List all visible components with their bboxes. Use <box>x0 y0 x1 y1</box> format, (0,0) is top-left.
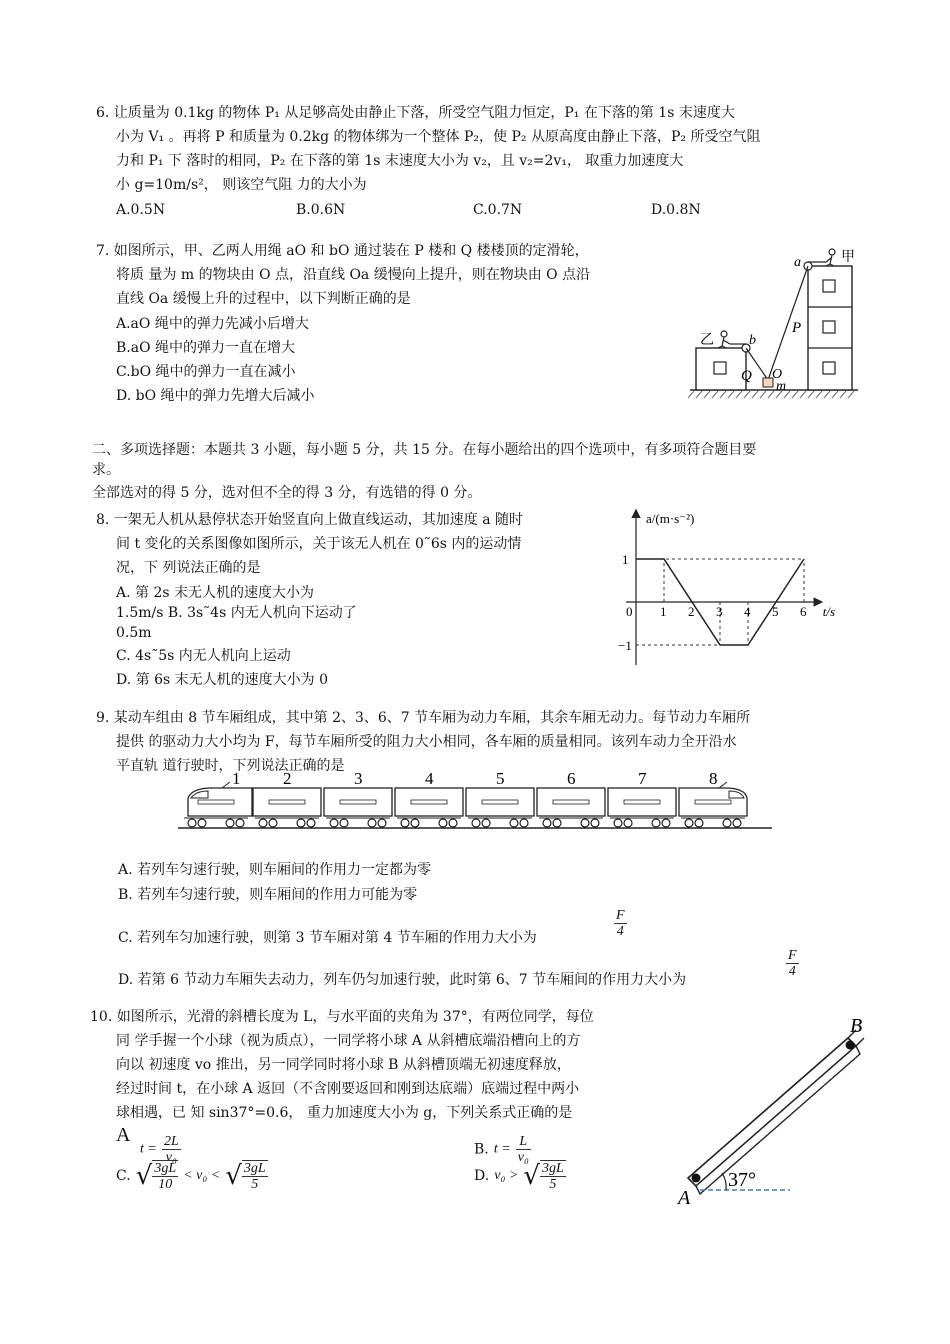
opt-b-num: L <box>516 1134 531 1150</box>
car-number-7: 7 <box>638 769 647 788</box>
opt-d-lhs: v₀ > <box>494 1168 519 1183</box>
label-p: P <box>792 320 802 336</box>
frac-num: F <box>616 908 625 923</box>
q7-option-c: C.bO 绳中的弹力一直在减小 <box>116 364 296 380</box>
q9-option-d-fraction <box>786 948 799 979</box>
q8-line-2: 间 t 变化的关系图像如图所示，关于该无人机在 0˜6s 内的运动情 <box>116 536 522 552</box>
train-car-3 <box>324 788 392 827</box>
q10-option-a-letter: A <box>116 1124 131 1146</box>
opt-d-den: 5 <box>549 1177 557 1192</box>
q9-option-a: A. 若列车匀速行驶，则车厢间的作用力一定都为零 <box>118 862 432 878</box>
x-tick-2: 2 <box>688 604 695 619</box>
q8-option-a: A. 第 2s 末无人机的速度大小为 <box>116 585 315 601</box>
person-yi-icon <box>718 331 730 348</box>
label-b: B <box>850 1015 863 1037</box>
q9-option-c-fraction <box>614 908 627 939</box>
opt-c-num-2: 3gL <box>243 1161 266 1176</box>
q7-option-a: A.aO 绳中的弹力先减小后增大 <box>116 316 309 332</box>
q6-option-b: B.0.6N <box>296 202 346 218</box>
ball-b <box>846 1041 855 1050</box>
q7-line-1: 7. 如图所示，甲、乙两人用绳 aO 和 bO 通过装在 P 楼和 Q 楼楼顶的定滑轮， <box>96 243 589 259</box>
q10-option-c <box>116 1160 268 1192</box>
train-car-4 <box>395 788 463 827</box>
q6-line-1: 6. 让质量为 0.1kg 的物体 P₁ 从足够高处由静止下落，所受空气阻力恒定，P₁ 在下落的第 1s 末速度大 <box>96 105 735 121</box>
q9-line-2: 提供 的驱动力大小均为 F，每节车厢所受的阻力大小相同，各车厢的质量相同。该列车动力全开沿水 <box>116 734 737 750</box>
sqrt-icon: √ <box>225 1161 242 1191</box>
label-jia: 甲 <box>841 250 855 265</box>
q8-option-a-b: 1.5m/s B. 3s˜4s 内无人机向下运动了 <box>116 605 357 621</box>
incline-trough-side <box>696 1046 860 1194</box>
q8-option-c: C. 4s˜5s 内无人机向上运动 <box>116 648 291 664</box>
q7-option-b: B.aO 绳中的弹力一直在增大 <box>116 340 296 356</box>
section-2-line-2: 求。 <box>92 462 120 478</box>
incline-trough <box>688 1038 856 1186</box>
opt-c-label: C. <box>116 1168 131 1184</box>
car-number-2: 2 <box>283 769 292 788</box>
x-tick-0: 0 <box>626 604 633 619</box>
q6-line-4: 小 g=10m/s²， 则该空气阻 力的大小为 <box>116 177 367 193</box>
label-o: O <box>772 367 783 382</box>
section-2-line-3: 全部选对的得 5 分，选对但不全的得 3 分，有选错的得 0 分。 <box>92 485 482 501</box>
q8-acceleration-chart <box>616 505 866 670</box>
q9-line-3: 平直轨 道行驶时，下列说法正确的是 <box>116 758 345 774</box>
opt-d-num: 3gL <box>541 1161 564 1176</box>
label-m: m <box>776 379 787 394</box>
y-tick-1: 1 <box>622 552 629 567</box>
sqrt-icon: √ <box>135 1161 153 1191</box>
car-number-5: 5 <box>496 769 505 788</box>
q10-line-5: 球相遇，已 知 sin37°=0.6， 重力加速度大小为 g，下列关系式正确的是 <box>116 1105 573 1121</box>
q9-option-c: C. 若列车匀加速行驶，则第 3 节车厢对第 4 节车厢的作用力大小为 <box>118 930 537 946</box>
label-angle: 37° <box>728 1169 756 1191</box>
car-number-3: 3 <box>354 769 363 788</box>
train-car-7 <box>608 788 676 827</box>
ball-a <box>692 1174 701 1183</box>
q9-train-figure <box>176 768 776 834</box>
frac-den: 4 <box>616 924 624 939</box>
opt-c-mid: < v₀ < <box>183 1168 221 1183</box>
x-tick-6: 6 <box>800 604 807 619</box>
opt-c-den-2: 5 <box>251 1177 259 1192</box>
opt-d-label: D. <box>474 1168 490 1184</box>
car-number-8: 8 <box>709 769 718 788</box>
y-tick-neg-1: −1 <box>618 638 632 653</box>
opt-c-frac-2 <box>242 1160 268 1192</box>
frac-den: 4 <box>788 964 796 979</box>
q7-pulley-figure <box>686 240 866 408</box>
q8-option-b-cont: 0.5m <box>116 625 152 641</box>
q9-line-1: 9. 某动车组由 8 节车厢组成，其中第 2、3、6、7 节车厢为动力车厢，其余车厢无动力。每节动力车厢所 <box>96 710 751 726</box>
q9-option-b: B. 若列车匀速行驶，则车厢间的作用力可能为零 <box>118 887 418 903</box>
train-car-5 <box>466 788 534 827</box>
train-car-8 <box>679 782 747 827</box>
opt-a-num: 2L <box>163 1134 179 1149</box>
q10-line-1: 10. 如图所示，光滑的斜槽长度为 L，与水平面的夹角为 37°，有两位同学，每位 <box>90 1009 594 1025</box>
q6-option-c: C.0.7N <box>473 202 523 218</box>
angle-arc <box>722 1173 726 1190</box>
train-car-1 <box>184 782 252 827</box>
building-p-window-1 <box>823 280 835 292</box>
sqrt-icon: √ <box>523 1161 540 1191</box>
y-axis-label: a/(m·s⁻²) <box>646 511 695 526</box>
x-tick-5: 5 <box>772 604 779 619</box>
person-jia-icon <box>826 249 835 266</box>
section-2-line-1: 二、多项选择题：本题共 3 小题，每小题 5 分，共 15 分。在每小题给出的四个选项中，有多项符合题目要 <box>92 442 757 458</box>
opt-c-frac-1 <box>152 1160 178 1192</box>
label-a: A <box>678 1187 691 1209</box>
opt-a-lhs: t = <box>140 1141 157 1157</box>
q8-option-d: D. 第 6s 末无人机的速度大小为 0 <box>116 672 328 688</box>
q6-option-a: A.0.5N <box>116 202 166 218</box>
rope-ao <box>768 266 808 380</box>
car-number-1: 1 <box>232 769 241 788</box>
q10-line-4: 经过时间 t，在小球 A 返回（不含刚要返回和刚到达底端）底端过程中两小 <box>116 1081 580 1097</box>
label-b: b <box>749 333 756 348</box>
q7-line-3: 直线 Oa 缓慢上升的过程中，以下判断正确的是 <box>116 291 411 307</box>
q8-line-3: 况，下 列说法正确的是 <box>116 560 261 576</box>
q6-option-d: D.0.8N <box>651 202 701 218</box>
opt-c-num-1: 3gL <box>154 1161 177 1176</box>
opt-c-den-1: 10 <box>158 1177 173 1192</box>
label-a: a <box>794 255 801 270</box>
q10-line-3: 向以 初速度 vo 推出，另一同学同时将小球 B 从斜槽顶端无初速度释放， <box>116 1057 571 1073</box>
x-tick-4: 4 <box>744 604 751 619</box>
building-p-window-2 <box>823 321 835 333</box>
building-q-window <box>714 362 726 374</box>
q7-option-d: D. bO 绳中的弹力先增大后减小 <box>116 388 315 404</box>
building-p-window-3 <box>823 362 835 374</box>
q10-line-2: 同 学手握一个小球（视为质点），一同学将小球 A 从斜槽底端沿槽向上的方 <box>116 1033 581 1049</box>
opt-b-lhs: t = <box>493 1141 511 1157</box>
q8-line-1: 8. 一架无人机从悬停状态开始竖直向上做直线运动，其加速度 a 随时 <box>96 512 524 528</box>
label-yi: 乙 <box>700 333 714 348</box>
q6-line-2: 小为 V₁ 。再将 P 和质量为 0.2kg 的物体绑为一个整体 P₂，使 P₂ 从原高度由静止下落，P₂ 所受空气阻 <box>116 129 761 145</box>
q9-option-d: D. 若第 6 节动力车厢失去动力，列车仍匀加速行驶，此时第 6、7 节车厢间的作用力大小为 <box>118 972 687 988</box>
car-number-6: 6 <box>567 769 576 788</box>
frac-num: F <box>788 948 797 963</box>
ground-hatch <box>688 391 854 398</box>
train-car-6 <box>537 788 605 827</box>
opt-a-den: v₀ <box>165 1150 177 1165</box>
train-car-2 <box>253 788 321 827</box>
x-tick-labels <box>626 604 807 619</box>
x-tick-3: 3 <box>716 604 723 619</box>
q7-line-2: 将质 量为 m 的物块由 O 点，沿直线 Oa 缓慢向上提升，则在物块由 O 点沿 <box>116 267 591 283</box>
opt-b-den: v₀ <box>517 1150 529 1165</box>
x-axis-label: t/s <box>822 604 836 619</box>
car-number-4: 4 <box>425 769 434 788</box>
label-q: Q <box>741 368 752 384</box>
opt-b-label: B. <box>474 1141 489 1158</box>
x-tick-1: 1 <box>660 604 667 619</box>
opt-d-frac <box>540 1160 566 1192</box>
q10-incline-figure <box>670 1010 875 1210</box>
q6-line-3: 力和 P₁ 下 落时的相同，P₂ 在下落的第 1s 末速度大小为 v₂，且 v₂=2v₁， 取重力加速度大 <box>116 153 684 169</box>
q10-option-d <box>474 1160 566 1192</box>
